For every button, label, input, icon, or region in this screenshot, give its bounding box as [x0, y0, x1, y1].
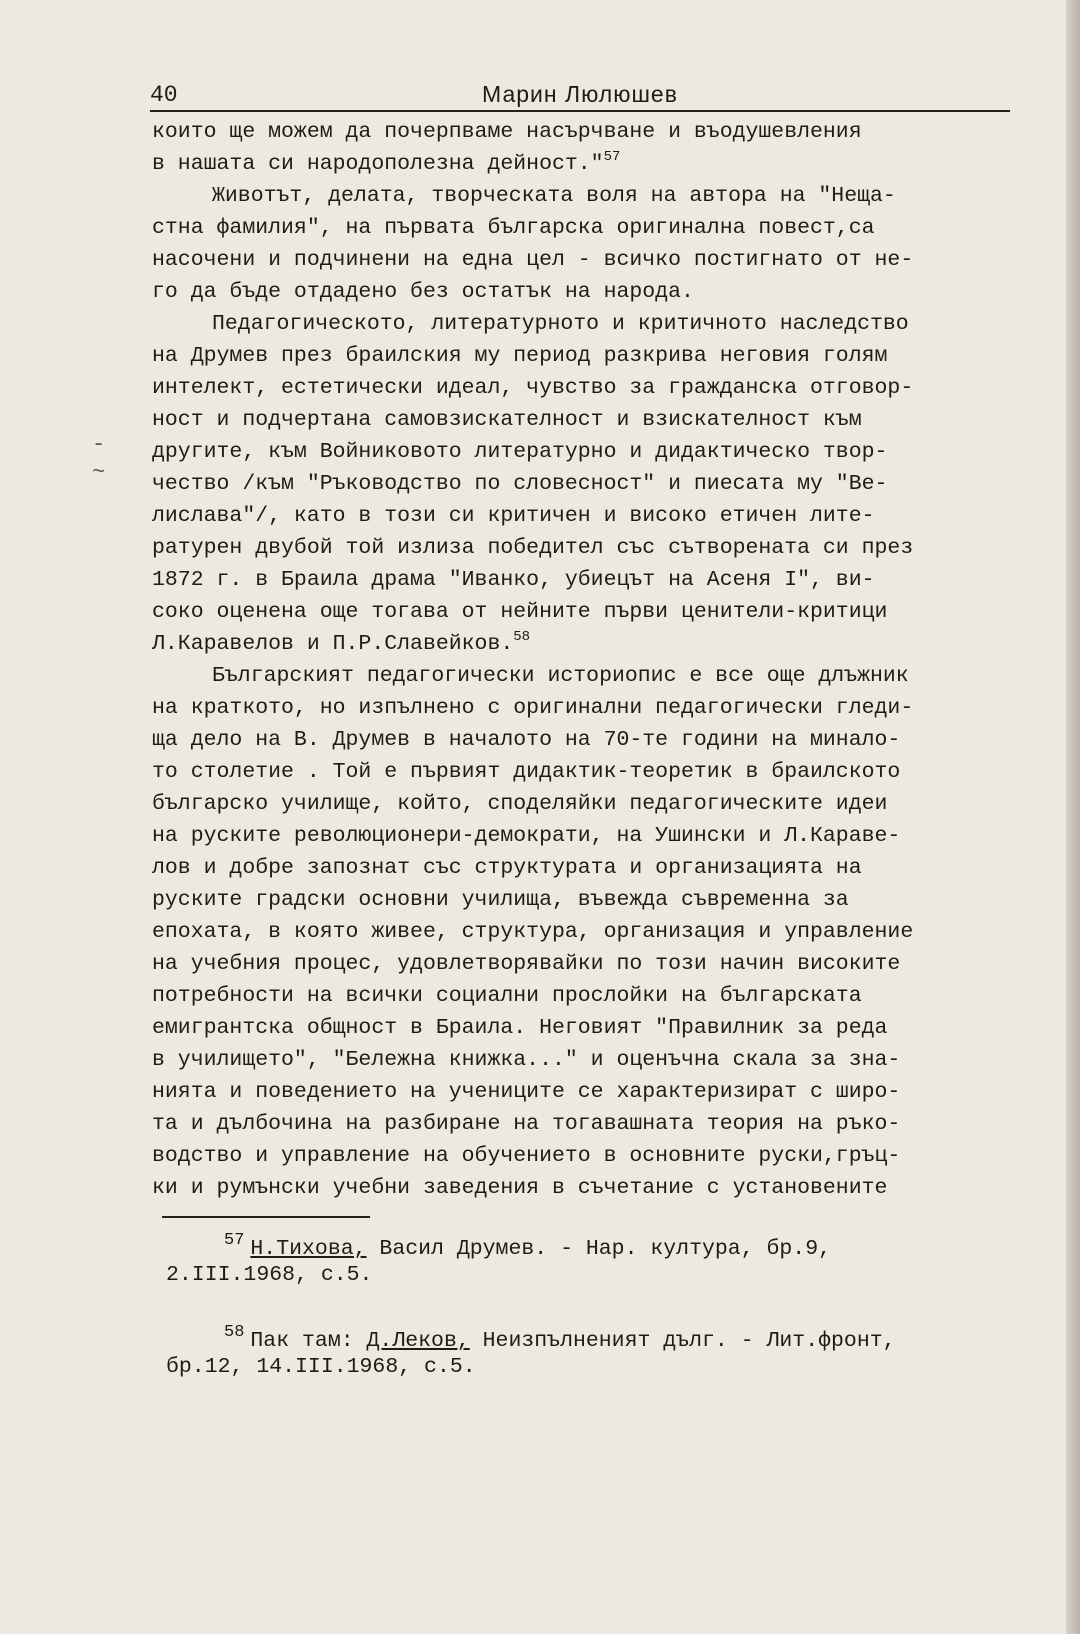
footnote-58 — [166, 1316, 1026, 1384]
page-edge-shadow — [1066, 0, 1080, 1634]
text-line: Л.Каравелов и П.Р.Славейков.$^{58}$ — [152, 629, 531, 656]
text-line: та и дълбочина на разбиране на тогавашната теория на ръко- — [152, 1112, 901, 1136]
text-line: на руските революционери-демократи, на Ушински и Л.Караве- — [152, 824, 901, 848]
text-line: потребности на всички социални прослойки на българската — [152, 984, 862, 1008]
text-line: соко оценена още тогава от нейните първи ценители-критици — [152, 600, 888, 624]
text-line: ща дело на В. Друмев в началото на 70-те години на минало- — [152, 728, 901, 752]
footnote-line — [166, 1224, 1026, 1261]
text-line: стна фамилия", на първата българска оригинална повест,са — [152, 216, 875, 240]
text-line: чество /към "Ръководство по словесност" и пиесата му "Ве- — [152, 472, 888, 496]
margin-mark: ~ — [92, 460, 106, 485]
footnote-marker: 57 — [224, 1231, 245, 1250]
text-line: руските градски основни училища, въвежда съвременна за — [152, 888, 849, 912]
text-line: то столетие . Той е първият дидактик-теоретик в браилското — [152, 760, 901, 784]
page-header — [150, 80, 1010, 112]
text-line: в нашата си народополезна дейност."$^{57}$ — [152, 149, 621, 176]
footnote-author: Н.Тихова, — [250, 1237, 367, 1261]
text-line: на учебния процес, удовлетворявайки по този начин високите — [152, 952, 901, 976]
footnote-text: Васил Друмев. - Нар. култура, бр.9, — [366, 1237, 832, 1261]
text-line: Педагогическото, литературното и критичното наследство — [212, 312, 909, 336]
text-line: нията и поведението на учениците се характеризират с широ- — [152, 1080, 901, 1104]
footnote-separator — [162, 1216, 370, 1218]
text-line: Българският педагогически историопис е все още длъжник — [212, 664, 909, 688]
margin-mark: - — [92, 432, 106, 457]
text-line: интелект, естетически идеал, чувство за гражданска отговор- — [152, 376, 914, 400]
footnote-ref: 58 — [513, 629, 531, 645]
footnotes — [166, 1224, 1026, 1408]
footnote-prefix: Пак там: — [250, 1329, 367, 1353]
footnote-ref: 57 — [603, 149, 621, 165]
text-line: на Друмев през браилския му период разкрива неговия голям — [152, 344, 888, 368]
text-line: ки и румънски учебни заведения в съчетание с установените — [152, 1176, 888, 1200]
text-line: лислава"/, като в този си критичен и високо етичен лите- — [152, 504, 875, 528]
body-text — [152, 116, 1022, 1204]
text-line: на краткото, но изпълнено с оригинални педагогически гледи- — [152, 696, 914, 720]
text-line: епохата, в която живее, структура, организация и управление — [152, 920, 914, 944]
footnote-author: Д.Леков, — [366, 1329, 470, 1353]
page-number: 40 — [150, 82, 178, 108]
text-line: които ще можем да почерпваме насърчване и въодушевления — [152, 120, 862, 144]
footnote-marker: 58 — [224, 1323, 245, 1342]
text-line: насочени и подчинени на една цел - всичко постигнато от не- — [152, 248, 914, 272]
text-line: Животът, делата, творческата воля на автора на "Неща- — [212, 184, 896, 208]
footnote-continuation: бр.12, 14.III.1968, с.5. — [166, 1355, 476, 1379]
text-line: емигрантска общност в Браила. Неговият "Правилник за реда — [152, 1016, 888, 1040]
text-line: го да бъде отдадено без остатък на народа. — [152, 280, 694, 304]
footnote-text: Неизпълненият дълг. - Лит.фронт, — [469, 1329, 896, 1353]
running-head: Марин Люлюшев — [482, 81, 678, 107]
text-line: ратурен двубой той излиза победител със сътворената си през — [152, 536, 914, 560]
text-line: водство и управление на обучението в основните руски,гръц- — [152, 1144, 901, 1168]
text-line: другите, към Войниковото литературно и дидактическо твор- — [152, 440, 888, 464]
footnote-57 — [166, 1224, 1026, 1292]
text-line: 1872 г. в Браила драма "Иванко, убиецът на Асеня I", ви- — [152, 568, 875, 592]
text-line: българско училище, който, споделяйки педагогическите идеи — [152, 792, 888, 816]
footnote-continuation: 2.III.1968, с.5. — [166, 1263, 373, 1287]
text-line: в училището", "Бележна книжка..." и оценъчна скала за зна- — [152, 1048, 901, 1072]
text-line: ност и подчертана самовзискателност и взискателност към — [152, 408, 862, 432]
text-line: лов и добре запознат със структурата и организацията на — [152, 856, 862, 880]
footnote-line — [166, 1316, 1026, 1353]
